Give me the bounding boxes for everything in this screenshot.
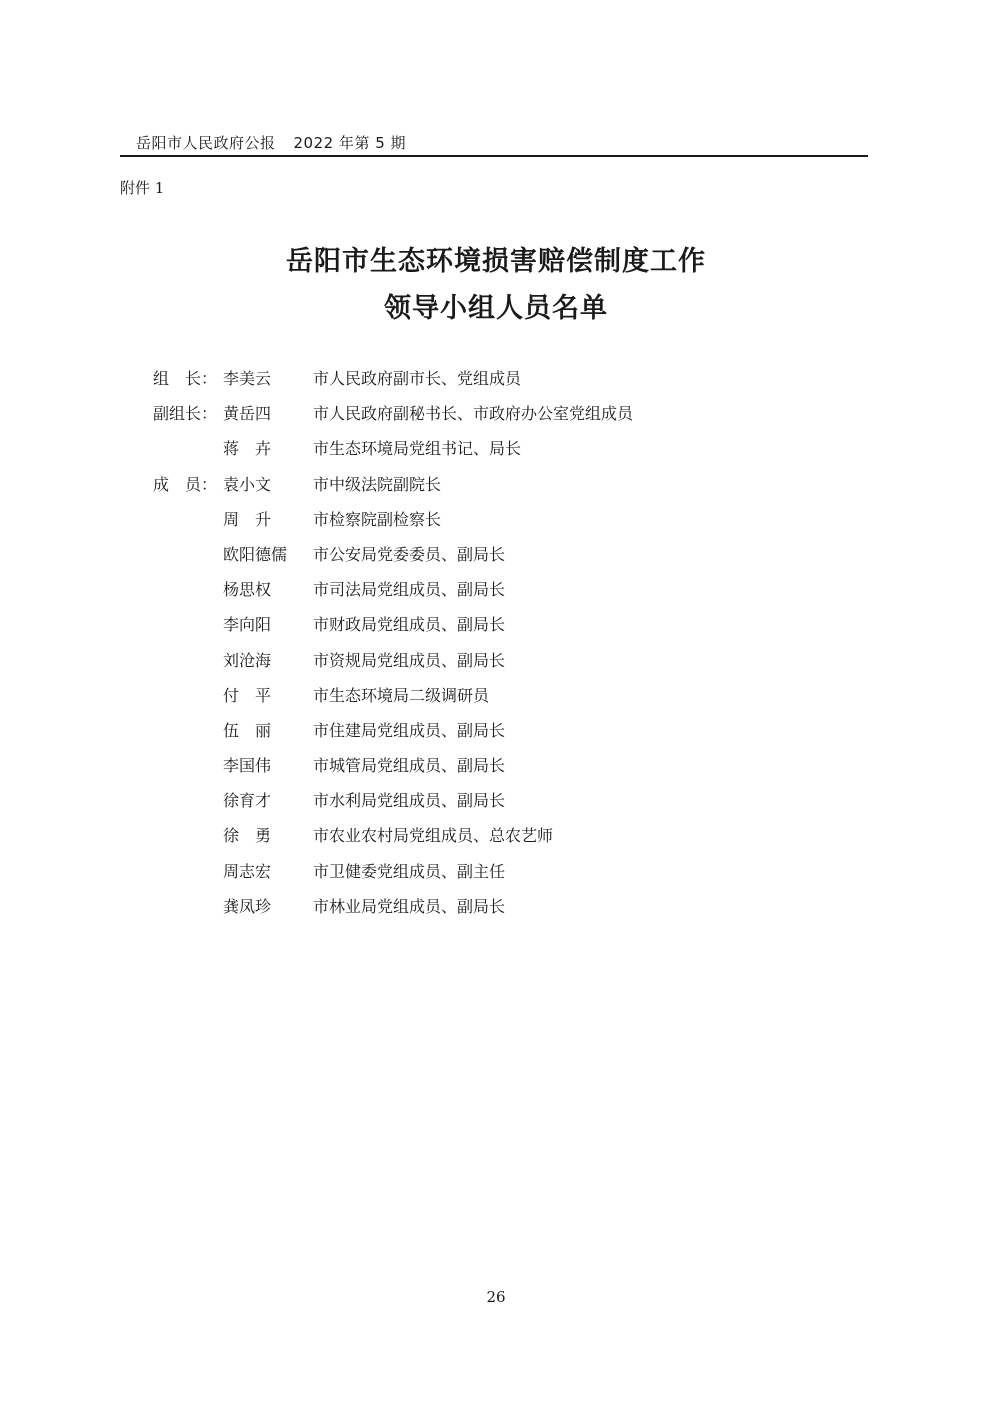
roster-position: 市生态环境局二级调研员 xyxy=(313,685,490,705)
roster-name: 刘沧海 xyxy=(223,650,272,670)
roster-name: 周志宏 xyxy=(223,861,272,881)
roster-position: 市农业农村局党组成员、总农艺师 xyxy=(313,826,554,846)
roster-position: 市城管局党组成员、副局长 xyxy=(313,756,506,776)
roster-name: 李国伟 xyxy=(223,756,272,776)
roster-position: 市中级法院副院长 xyxy=(313,474,442,494)
page-header xyxy=(136,132,406,153)
roster-role: 组 长： xyxy=(153,369,218,388)
page-number: 26 xyxy=(486,1288,506,1306)
roster-name: 付 平 xyxy=(223,685,272,705)
roster-name: 龚凤珍 xyxy=(223,896,272,916)
roster-name: 李美云 xyxy=(223,369,272,388)
roster-name: 黄岳四 xyxy=(223,404,272,424)
roster-position: 市司法局党组成员、副局长 xyxy=(313,580,506,600)
roster-position: 市资规局党组成员、副局长 xyxy=(313,650,506,670)
document-title-line-1: 岳阳市生态环境损害赔偿制度工作 xyxy=(286,246,706,277)
header-divider xyxy=(120,155,868,157)
roster-position: 市人民政府副秘书长、市政府办公室党组成员 xyxy=(313,404,634,424)
roster-name: 欧阳德儒 xyxy=(223,544,288,564)
roster-name: 周 升 xyxy=(223,509,272,529)
roster-name: 蒋 卉 xyxy=(223,439,272,459)
roster-position: 市住建局党组成员、副局长 xyxy=(313,720,506,740)
roster-position: 市水利局党组成员、副局长 xyxy=(313,791,506,811)
roster-name: 徐 勇 xyxy=(223,826,272,846)
roster-role: 副组长： xyxy=(153,404,218,424)
roster-position: 市财政局党组成员、副局长 xyxy=(313,615,506,635)
issue-number: 2022 年第 5 期 xyxy=(293,134,407,152)
roster-name: 李向阳 xyxy=(223,615,272,635)
roster-position: 市公安局党委委员、副局长 xyxy=(313,544,506,564)
roster-name: 袁小文 xyxy=(223,474,272,494)
roster-name: 伍 丽 xyxy=(223,720,272,740)
roster-position: 市生态环境局党组书记、局长 xyxy=(313,439,522,459)
roster-name: 徐育才 xyxy=(223,791,272,811)
publication-name: 岳阳市人民政府公报 xyxy=(136,134,276,152)
attachment-label: 附件 1 xyxy=(120,179,165,197)
roster-position: 市检察院副检察长 xyxy=(313,509,442,529)
roster-position: 市卫健委党组成员、副主任 xyxy=(313,861,506,881)
document-title-line-2: 领导小组人员名单 xyxy=(384,293,608,324)
roster-position: 市林业局党组成员、副局长 xyxy=(313,896,506,916)
roster-name: 杨思权 xyxy=(223,580,272,600)
roster-position: 市人民政府副市长、党组成员 xyxy=(313,369,522,388)
roster-role: 成 员： xyxy=(153,474,218,494)
